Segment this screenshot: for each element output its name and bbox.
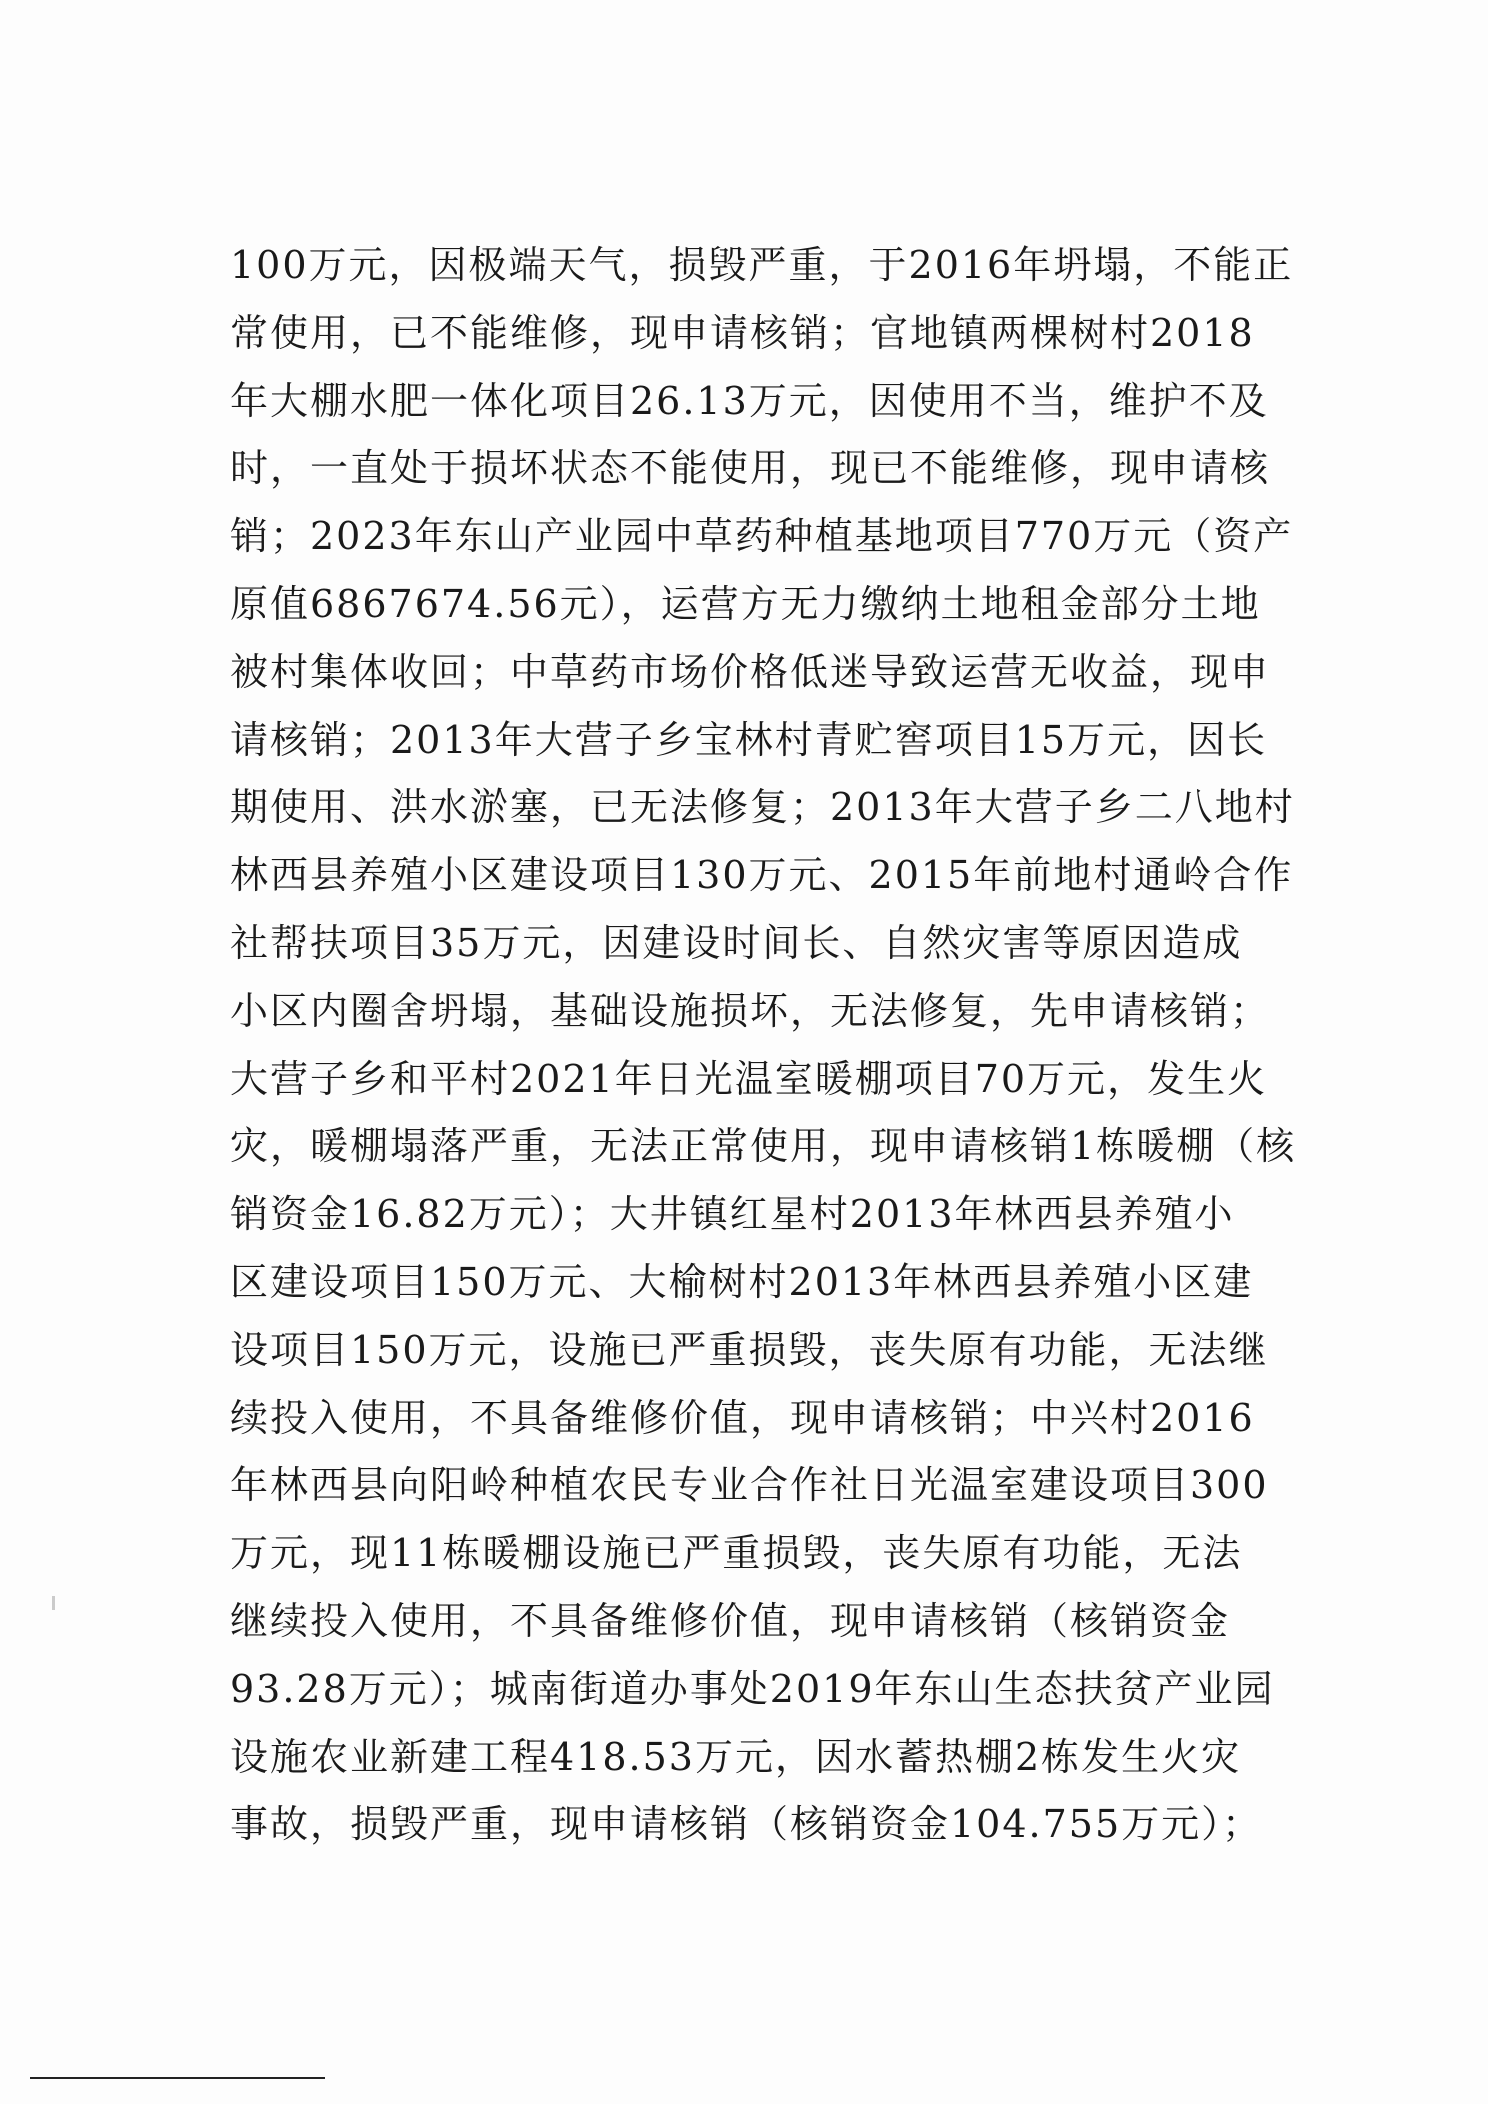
text-line: 继续投入使用，不具备维修价值，现申请核销（核销资金: [230, 1598, 1231, 1643]
text-line: 期使用、洪水淤塞，已无法修复；2013年大营子乡二八地村: [230, 785, 1295, 830]
text-line: 原值6867674.56元），运营方无力缴纳土地租金部分土地: [230, 581, 1261, 626]
text-line: 常使用，已不能维修，现申请核销；官地镇两棵树村2018: [230, 310, 1255, 355]
text-line: 100万元，因极端天气，损毁严重，于2016年坍塌，不能正: [230, 243, 1294, 287]
footer-rule: [30, 2077, 325, 2079]
scan-speck: [52, 1596, 55, 1610]
body-text: [230, 232, 1297, 1859]
text-line: 灾，暖棚塌落严重，无法正常使用，现申请核销1栋暖棚（核: [230, 1124, 1297, 1169]
text-line: 小区内圈舍坍塌，基础设施损坏，无法修复，先申请核销；: [230, 988, 1271, 1033]
text-line: 大营子乡和平村2021年日光温室暖棚项目70万元，发生火: [230, 1056, 1268, 1101]
text-line: 万元，现11栋暖棚设施已严重损毁，丧失原有功能，无法: [230, 1531, 1243, 1576]
text-line: 93.28万元）；城南街道办事处2019年东山生态扶贫产业园: [230, 1666, 1275, 1711]
text-line: 请核销；2013年大营子乡宝林村青贮窖项目15万元，因长: [230, 717, 1268, 762]
text-line: 区建设项目150万元、大榆树村2013年林西县养殖小区建: [230, 1259, 1254, 1304]
text-line: 被村集体收回；中草药市场价格低迷导致运营无收益，现申: [230, 649, 1271, 694]
text-line: 设施农业新建工程418.53万元，因水蓄热棚2栋发生火灾: [230, 1734, 1242, 1779]
text-line: 社帮扶项目35万元，因建设时间长、自然灾害等原因造成: [230, 920, 1243, 965]
text-line: 年林西县向阳岭种植农民专业合作社日光温室建设项目300: [230, 1463, 1269, 1508]
text-line: 销资金16.82万元）；大井镇红星村2013年林西县养殖小: [230, 1192, 1235, 1237]
text-line: 续投入使用，不具备维修价值，现申请核销；中兴村2016: [230, 1395, 1255, 1440]
text-line: 年大棚水肥一体化项目26.13万元，因使用不当，维护不及: [230, 378, 1269, 423]
text-line: 林西县养殖小区建设项目130万元、2015年前地村通岭合作: [230, 853, 1294, 898]
text-line: 销；2023年东山产业园中草药种植基地项目770万元（资产: [230, 514, 1294, 559]
text-line: 设项目150万元，设施已严重损毁，丧失原有功能，无法继: [230, 1327, 1269, 1372]
text-line: 事故，损毁严重，现申请核销（核销资金104.755万元）；: [230, 1802, 1263, 1847]
text-line: 时，一直处于损坏状态不能使用，现已不能维修，现申请核: [230, 446, 1271, 491]
